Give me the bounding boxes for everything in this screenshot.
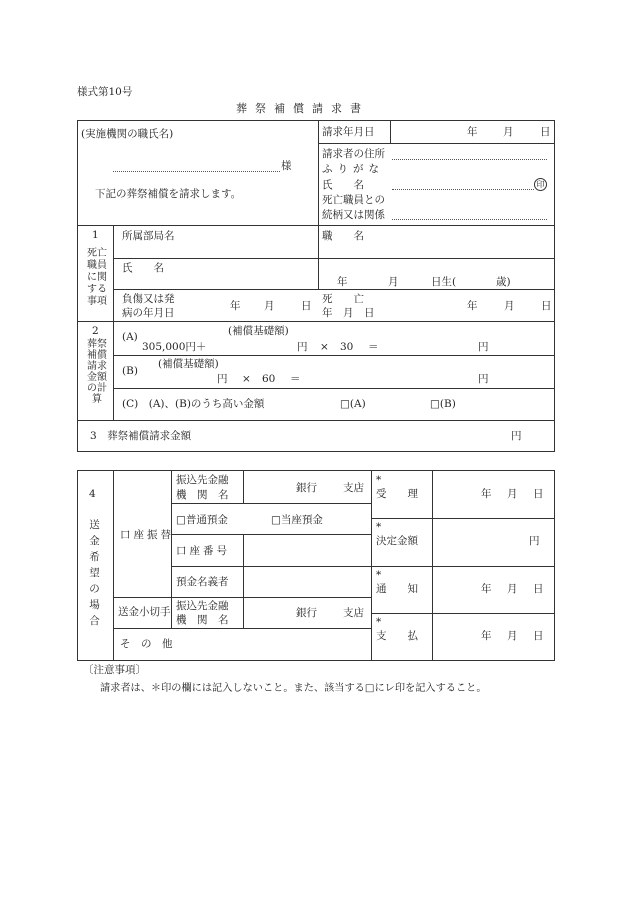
address-field[interactable] [392, 159, 547, 160]
notes-title: 〔注意事項〕 [83, 664, 146, 676]
table-border-left [77, 120, 78, 452]
calc-a-yen: 円 [297, 341, 308, 353]
star-mark: * [376, 616, 382, 628]
branch-field[interactable]: 支店 [343, 482, 364, 494]
table-border-bottom [77, 451, 555, 452]
deceased-name-label: 氏 名 [122, 262, 164, 274]
table-border-top [77, 120, 555, 121]
check-branch-field[interactable]: 支店 [343, 607, 364, 619]
birth-year[interactable]: 年 [337, 276, 348, 288]
remittance-check-label: 送金小切手 [118, 606, 171, 618]
injury-day[interactable]: 日 [301, 300, 312, 312]
sec4-number: 4 [89, 488, 96, 500]
post-label: 職 名 [322, 230, 364, 242]
claimant-name-field[interactable] [392, 189, 534, 190]
claim-month[interactable]: 月 [503, 126, 514, 138]
dept-label: 所属部局名 [122, 230, 175, 242]
account-holder-label: 預金名義者 [176, 576, 229, 588]
calc-a-multiplier: 30 [340, 341, 354, 353]
sec2-number: 2 [92, 325, 99, 337]
claimant-name-label: 氏 名 [322, 179, 364, 191]
notified-month[interactable]: 月 [507, 583, 518, 595]
notified-label: 通 知 [376, 583, 418, 595]
sec3-label: 3 葬祭補償請求金額 [90, 430, 192, 442]
calc-a-mark: (A) [122, 331, 138, 343]
notes-text: 請求者は、＊印の欄には記入しないこと。また、該当する□にレ印を記入すること。 [100, 683, 487, 694]
calc-c-text: (C) (A)、(B)のうち高い金額 [122, 398, 265, 410]
notified-year[interactable]: 年 [481, 583, 492, 595]
sec4-vertical-label: 送金希望の場合 [89, 519, 100, 627]
calc-b-result[interactable]: 円 [478, 373, 489, 385]
received-day[interactable]: 日 [533, 488, 544, 500]
paid-year[interactable]: 年 [481, 630, 492, 642]
death-month[interactable]: 月 [504, 300, 515, 312]
decided-amount-label: 決定金額 [376, 535, 418, 547]
account-number-label: 口座番号 [176, 545, 230, 557]
death-label-2: 年 月 日 [322, 307, 375, 319]
decided-amount-yen[interactable]: 円 [529, 535, 540, 547]
calc-b-equals: ＝ [290, 373, 301, 385]
relation-label-2: 続柄又は関係 [322, 209, 385, 221]
star-mark: * [376, 474, 382, 486]
claim-date-label: 請求年月日 [322, 126, 375, 138]
bank-label-1: 振込先金融 [176, 474, 229, 486]
furigana-label: ふりがな [322, 163, 384, 175]
page-title: 葬祭補償請求書 [236, 102, 369, 115]
injury-month[interactable]: 月 [264, 300, 275, 312]
form-number: 様式第10号 [77, 86, 133, 98]
calc-b-base-label: (補償基礎額) [158, 358, 219, 370]
star-mark: * [376, 521, 382, 533]
rule [318, 143, 555, 144]
calc-a-formula: 305,000円＋ [142, 341, 207, 353]
received-label: 受 理 [376, 488, 418, 500]
check-bank-label-1: 振込先金融 [176, 600, 229, 612]
check-bank-label-2: 機 関 名 [176, 614, 229, 626]
sec1-number: 1 [92, 229, 99, 241]
injury-year[interactable]: 年 [230, 300, 241, 312]
calc-b-multiplier: 60 [262, 373, 276, 385]
bank-label-2: 機 関 名 [176, 489, 229, 501]
ordinary-deposit-checkbox[interactable]: □普通預金 [176, 514, 228, 526]
sec3-amount-yen[interactable]: 円 [511, 430, 522, 442]
claim-year[interactable]: 年 [467, 126, 478, 138]
calc-a-times: × [320, 341, 329, 353]
agency-label: (実施機関の職氏名) [81, 128, 174, 140]
account-transfer-label: 口座振替 [120, 529, 174, 541]
seal-icon: 印 [534, 178, 547, 191]
birth-day[interactable]: 日生( [431, 276, 457, 288]
death-year[interactable]: 年 [467, 300, 478, 312]
current-deposit-checkbox[interactable]: □当座預金 [271, 514, 323, 526]
request-text: 下記の葬祭補償を請求します。 [95, 188, 242, 200]
calc-b-yen: 円 [217, 373, 228, 385]
sama: 様 [281, 160, 292, 172]
received-month[interactable]: 月 [507, 488, 518, 500]
received-year[interactable]: 年 [481, 488, 492, 500]
injury-label-1: 負傷又は発 [122, 293, 175, 305]
agency-name-line[interactable] [113, 171, 280, 172]
relation-field[interactable] [392, 219, 547, 220]
calc-a-result[interactable]: 円 [478, 341, 489, 353]
calc-c-option-b-checkbox[interactable]: □(B) [430, 398, 456, 410]
claim-day[interactable]: 日 [540, 126, 551, 138]
birth-month[interactable]: 月 [388, 276, 399, 288]
paid-month[interactable]: 月 [507, 630, 518, 642]
death-day[interactable]: 日 [541, 300, 552, 312]
other-label: そ の 他 [120, 638, 173, 650]
calc-b-mark: (B) [122, 365, 138, 377]
death-label-1: 死 亡 [322, 293, 364, 305]
table2-border-top [77, 470, 555, 471]
calc-a-base-label: (補償基礎額) [228, 325, 289, 337]
notified-day[interactable]: 日 [533, 583, 544, 595]
calc-c-option-a-checkbox[interactable]: □(A) [340, 398, 366, 410]
table2-border-bottom [77, 660, 555, 661]
star-mark: * [376, 569, 382, 581]
calc-a-equals: ＝ [368, 341, 379, 353]
check-bank-field[interactable]: 銀行 [296, 607, 317, 619]
sec1-vertical-label: 死亡職員に関する事項 [87, 248, 107, 307]
sec2-vertical-label: 葬祭補償請求金額の計算 [87, 339, 107, 405]
address-label: 請求者の住所 [322, 148, 385, 160]
bank-field[interactable]: 銀行 [296, 482, 317, 494]
age[interactable]: 歳) [496, 276, 511, 288]
calc-b-times: × [242, 373, 251, 385]
table2-border-right [554, 470, 555, 661]
table-border-right [554, 120, 555, 452]
paid-day[interactable]: 日 [533, 630, 544, 642]
paid-label: 支 払 [376, 630, 418, 642]
relation-label-1: 死亡職員との [322, 194, 385, 206]
table2-border-left [77, 470, 78, 661]
injury-label-2: 病の年月日 [122, 307, 175, 319]
